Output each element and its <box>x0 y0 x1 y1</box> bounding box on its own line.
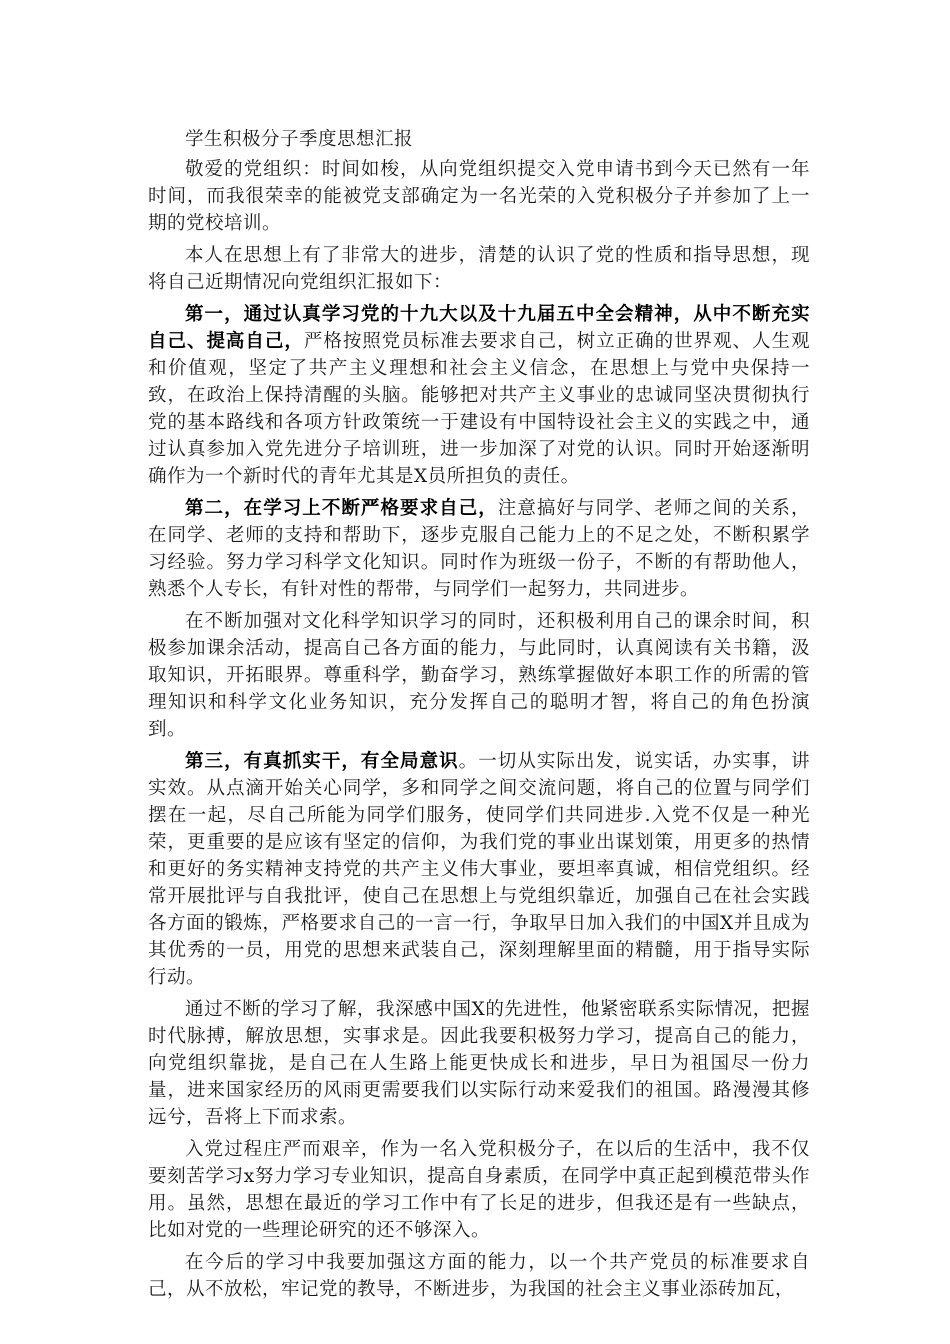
paragraph-text: 本人在思想上有了非常大的进步，清楚的认识了党的性质和指导思想，现将自己近期情况向党组织汇报如下： <box>148 245 810 293</box>
paragraph-reflection <box>148 996 810 1131</box>
paragraph-text: 注意搞好与同学、老师之间的关系，在同学、老师的支持和帮助下，逐步克服自己能力上的不足之处，不断积累学习经验。努力学习科学文化知识。同时作为班级一份子，不断的有帮助他人，熟悉个人专长，有针对性的帮带，与同学们一起努力，共同进步。 <box>148 498 810 600</box>
document-title: 学生积极分子季度思想汇报 <box>185 129 414 150</box>
paragraph-point-one <box>148 301 810 490</box>
paragraph-text: 严格按照党员标准去要求自己，树立正确的世界观、人生观和价值观，坚定了共产主义理想和社会主义信念，在思想上与党中央保持一致，在政治上保持清醒的头脑。能够把对共产主义事业的忠诚同坚决贯彻执行党的基本路线和各项方针政策统一于建设有中国特设社会主义的实践之中，通过认真参加入党先进分子培训班，进一步加深了对党的认识。同时开始逐渐明确作为一个新时代的青年尤其是X员所担负的责任。 <box>148 331 810 487</box>
paragraph-study <box>148 608 810 743</box>
paragraph-point-two <box>148 495 810 603</box>
paragraph-text: 敬爱的党组织：时间如梭，从向党组织提交入党申请书到今天已然有一年时间，而我很荣幸的能被党支部确定为一名光荣的入党积极分子并参加了上一期的党校培训。 <box>148 159 810 234</box>
paragraph-intro <box>148 242 810 296</box>
paragraph-text: 入党过程庄严而艰辛，作为一名入党积极分子，在以后的生活中，我不仅要刻苦学习x努力学习专业知识，提高自身素质，在同学中真正起到模范带头作用。虽然，思想在最近的学习工作中有了长足的进步，但我还是有一些缺点，比如对党的一些理论研究的还不够深入。 <box>148 1139 810 1241</box>
paragraph-future <box>148 1249 810 1303</box>
paragraph-text: 在今后的学习中我要加强这方面的能力，以一个共产党员的标准要求自己，从不放松，牢记党的教导，不断进步，为我国的社会主义事业添砖加瓦， <box>148 1252 810 1300</box>
paragraph-greeting <box>148 156 810 237</box>
paragraph-text: 在不断加强对文化科学知识学习的同时，还积极利用自己的课余时间，积极参加课余活动，提高自己各方面的能力，与此同时，认真阅读有关书籍，汲取知识，开拓眼界。尊重科学，勤奋学习，熟练掌握做好本职工作的所需的管理知识和科学文化业务知识，充分发挥自己的聪明才智，将自己的角色扮演到。 <box>148 611 810 740</box>
paragraph-lead: 第二，在学习上不断严格要求自己， <box>185 498 498 519</box>
paragraph-lead: 第三，有真抓实干，有全局意识 <box>185 751 459 772</box>
paragraph-shortcomings <box>148 1136 810 1244</box>
paragraph-point-three <box>148 748 810 991</box>
paragraph-text: 。一切从实际出发，说实话，办实事，讲实效。从点滴开始关心同学，多和同学之间交流问题，将自己的位置与同学们摆在一起，尽自己所能为同学们服务，使同学们共同进步.入党不仅是一种光荣，更重要的是应该有坚定的信仰，为我们党的事业出谋划策，用更多的热情和更好的务实精神支持党的共产主义伟大事业，要坦率真诚，相信党组织。经常开展批评与自我批评，使自己在思想上与党组织靠近，加强自己在社会实践各方面的锻炼，严格要求自己的一言一行，争取早日加入我们的中国X并且成为其优秀的一员，用党的思想来武装自己，深刻理解里面的精髓，用于指导实际行动。 <box>148 751 810 988</box>
document-page <box>148 126 810 1308</box>
paragraph-text: 通过不断的学习了解，我深感中国X的先进性，他紧密联系实际情况，把握时代脉搏，解放思想，实事求是。因此我要积极努力学习，提高自己的能力，向党组织靠拢，是自己在人生路上能更快成长和进步，早日为祖国尽一份力量，进来国家经历的风雨更需要我们以实际行动来爱我们的祖国。路漫漫其修远兮，吾将上下而求索。 <box>148 999 810 1128</box>
paragraph-lead: 第一，通过认真学习党的十九大以及十九届五中全会精神，从中不断充实自己、提高自己， <box>148 304 810 352</box>
